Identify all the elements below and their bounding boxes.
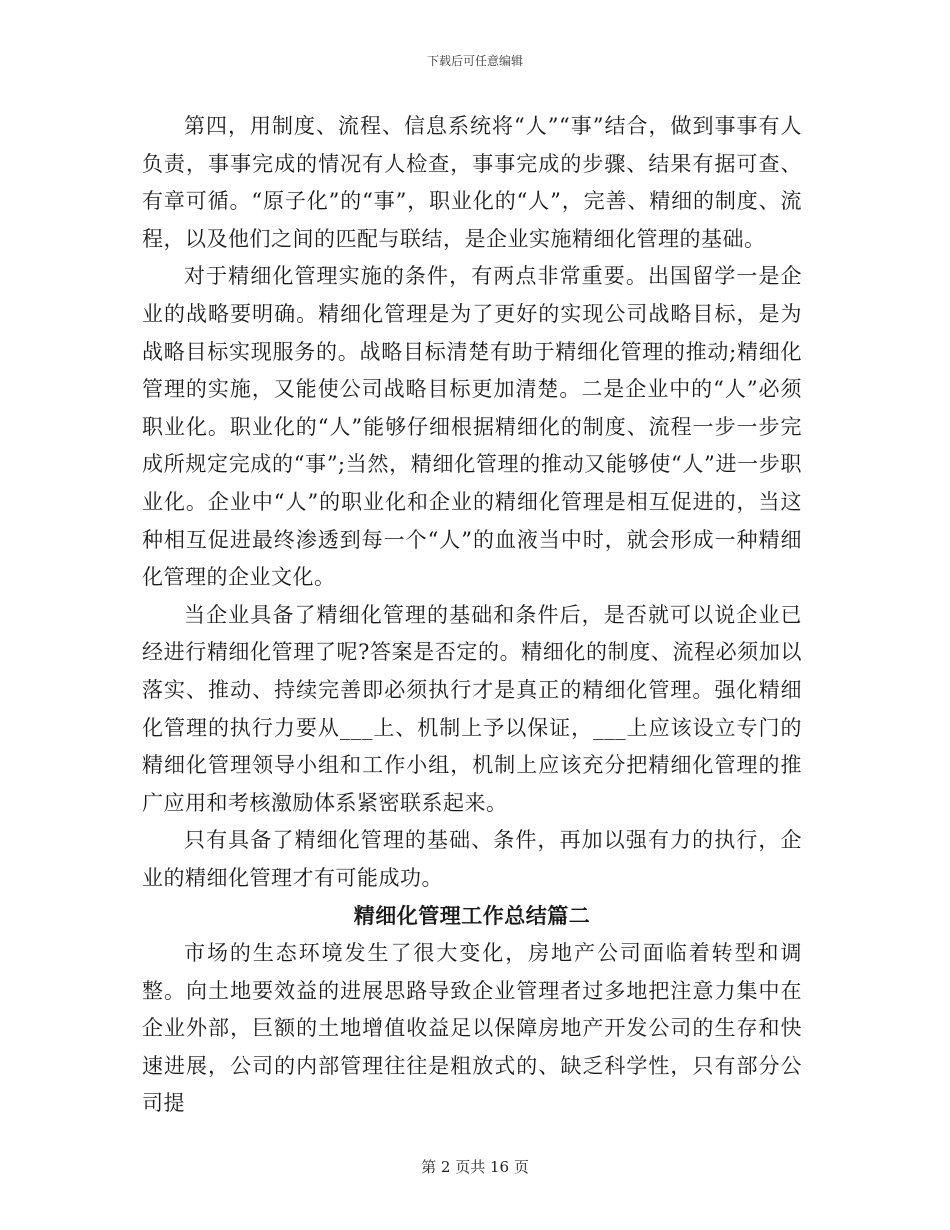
page-footer: 第 2 页共 16 页: [421, 1158, 529, 1176]
paragraph: 第四，用制度、流程、信息系统将“人”“事”结合，做到事事有人负责，事事完成的情况有人检查，事事完成的步骤、结果有据可查、有章可循。“原子化”的“事”，职业化的“人”，完善、精细的制度、流程，以及他们之间的匹配与联结，是企业实施精细化管理的基础。: [142, 114, 802, 251]
paragraph: 市场的生态环境发生了很大变化，房地产公司面临着转型和调整。向土地要效益的进展思路导致企业管理者过多地把注意力集中在企业外部，巨额的土地增值收益足以保障房地产开发公司的生存和快速进展，公司的内部管理往往是粗放式的、缺乏科学性，只有部分公司提: [142, 941, 802, 1116]
paragraph: 对于精细化管理实施的条件，有两点非常重要。出国留学一是企业的战略要明确。精细化管理是为了更好的实现公司战略目标，是为战略目标实现服务的。战略目标清楚有助于精细化管理的推动;精细化管理的实施，又能使公司战略目标更加清楚。二是企业中的“人”必须职业化。职业化的“人”能够仔细根据精细化的制度、流程一步一步完成所规定完成的“事”;当然，精细化管理的推动又能够使“人”进一步职业化。企业中“人”的职业化和企业的精细化管理是相互促进的，当这种相互促进最终渗透到每一个“人”的血液当中时，就会形成一种精细化管理的企业文化。: [142, 264, 802, 590]
paragraph: 只有具备了精细化管理的基础、条件，再加以强有力的执行，企业的精细化管理才有可能成功。: [142, 828, 802, 890]
page-header: 下载后可任意编辑: [426, 54, 523, 68]
document-body: [142, 108, 802, 1123]
paragraph: 当企业具备了精细化管理的基础和条件后，是否就可以说企业已经进行精细化管理了呢?答案是否定的。精细化的制度、流程必须加以落实、推动、持续完善即必须执行才是真正的精细化管理。强化精细化管理的执行力要从___上、机制上予以保证，___上应该设立专门的精细化管理领导小组和工作小组，机制上应该充分把精细化管理的推广应用和考核激励体系紧密联系起来。: [142, 602, 802, 815]
section-heading: 精细化管理工作总结篇二: [353, 903, 591, 929]
